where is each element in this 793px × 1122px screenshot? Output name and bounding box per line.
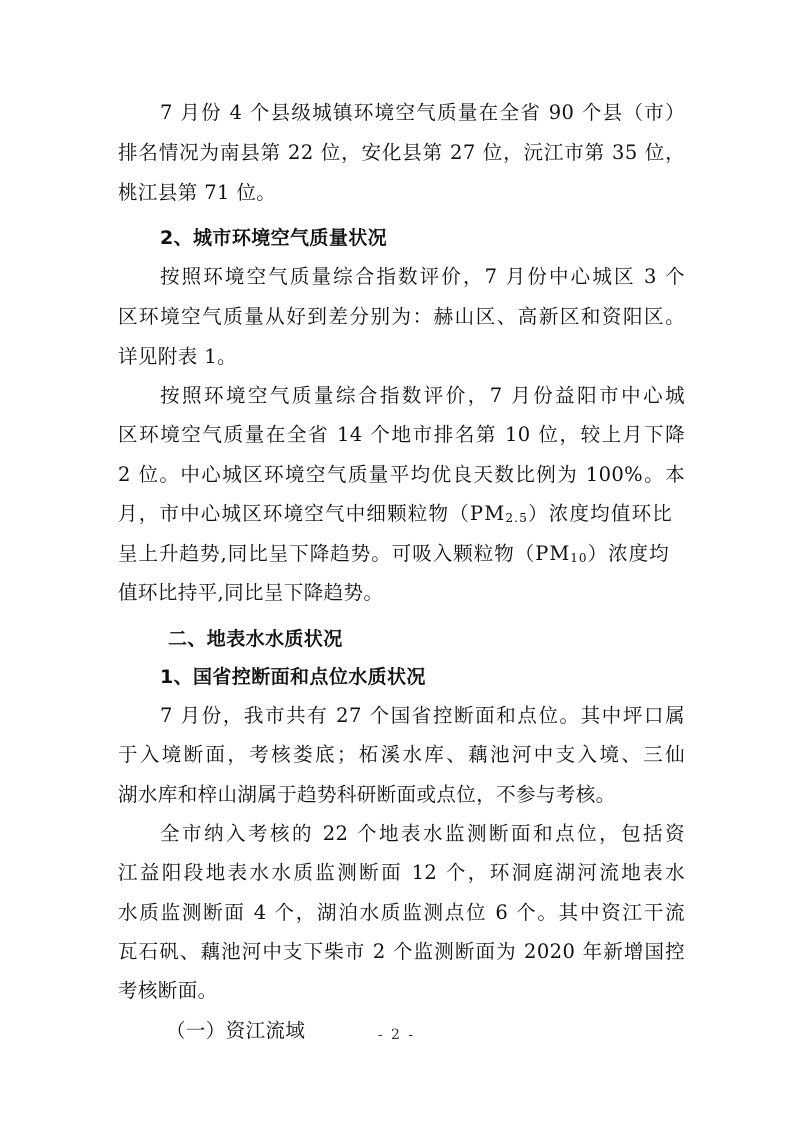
paragraph-line: 湖水库和梓山湖属于趋势科研断面或点位，不参与考核。	[118, 783, 616, 806]
paragraph-line: 按照环境空气质量综合指数评价，7 月份中心城区 3 个	[160, 265, 685, 288]
page-number: - 2 -	[377, 1027, 416, 1043]
paragraph-line: 2 位。中心城区环境空气质量平均优良天数比例为 100%。本	[118, 463, 685, 486]
paragraph-line: 考核断面。	[118, 979, 218, 1002]
paragraph-line: 值环比持平,同比呈下降趋势。	[118, 581, 384, 604]
paragraph-line: 区环境空气质量在全省 14 个地市排名第 10 位，较上月下降	[118, 423, 685, 446]
paragraph-line: 详见附表 1。	[118, 345, 237, 368]
paragraph-line-pm10	[118, 541, 670, 567]
paragraph-line: 瓦石矾、藕池河中支下柴市 2 个监测断面为 2020 年新增国控	[118, 940, 685, 963]
paragraph-line: 7 月份，我市共有 27 个国省控断面和点位。其中坪口属	[160, 704, 685, 727]
subsection-heading: （一）资江流域	[166, 1019, 306, 1042]
subscript: 10	[570, 551, 588, 565]
paragraph-line: 桃江县第 71 位。	[118, 181, 277, 204]
text-segment: ）浓度均	[587, 542, 670, 565]
paragraph-line: 按照环境空气质量综合指数评价，7 月份益阳市中心城	[160, 384, 685, 407]
section-heading: 1、国省控断面和点位水质状况	[160, 666, 426, 688]
paragraph-line: 全市纳入考核的 22 个地表水监测断面和点位，包括资	[160, 822, 685, 845]
paragraph-line: 区环境空气质量从好到差分别为：赫山区、高新区和资阳区。	[118, 305, 685, 328]
paragraph-line: 江益阳段地表水水质监测断面 12 个，环洞庭湖河流地表水	[118, 861, 685, 884]
text-segment: 呈上升趋势,同比呈下降趋势。可吸入颗粒物（PM	[118, 542, 571, 565]
section-heading: 2、城市环境空气质量状况	[160, 227, 388, 249]
paragraph-line: 水质监测断面 4 个，湖泊水质监测点位 6 个。其中资江干流	[118, 901, 685, 924]
paragraph-line: 排名情况为南县第 22 位，安化县第 27 位，沅江市第 35 位，	[118, 141, 685, 164]
text-segment: 月，市中心城区环境空气中细颗粒物（PM	[118, 502, 506, 525]
subscript: 2.5	[505, 511, 529, 525]
section-heading: 二、地表水水质状况	[168, 628, 343, 650]
text-segment: ）浓度均值环比	[528, 502, 673, 525]
paragraph-line: 7 月份 4 个县级城镇环境空气质量在全省 90 个县（市）	[160, 101, 685, 124]
paragraph-line-pm25	[118, 501, 673, 527]
paragraph-line: 于入境断面，考核娄底；柘溪水库、藕池河中支入境、三仙	[118, 743, 685, 766]
